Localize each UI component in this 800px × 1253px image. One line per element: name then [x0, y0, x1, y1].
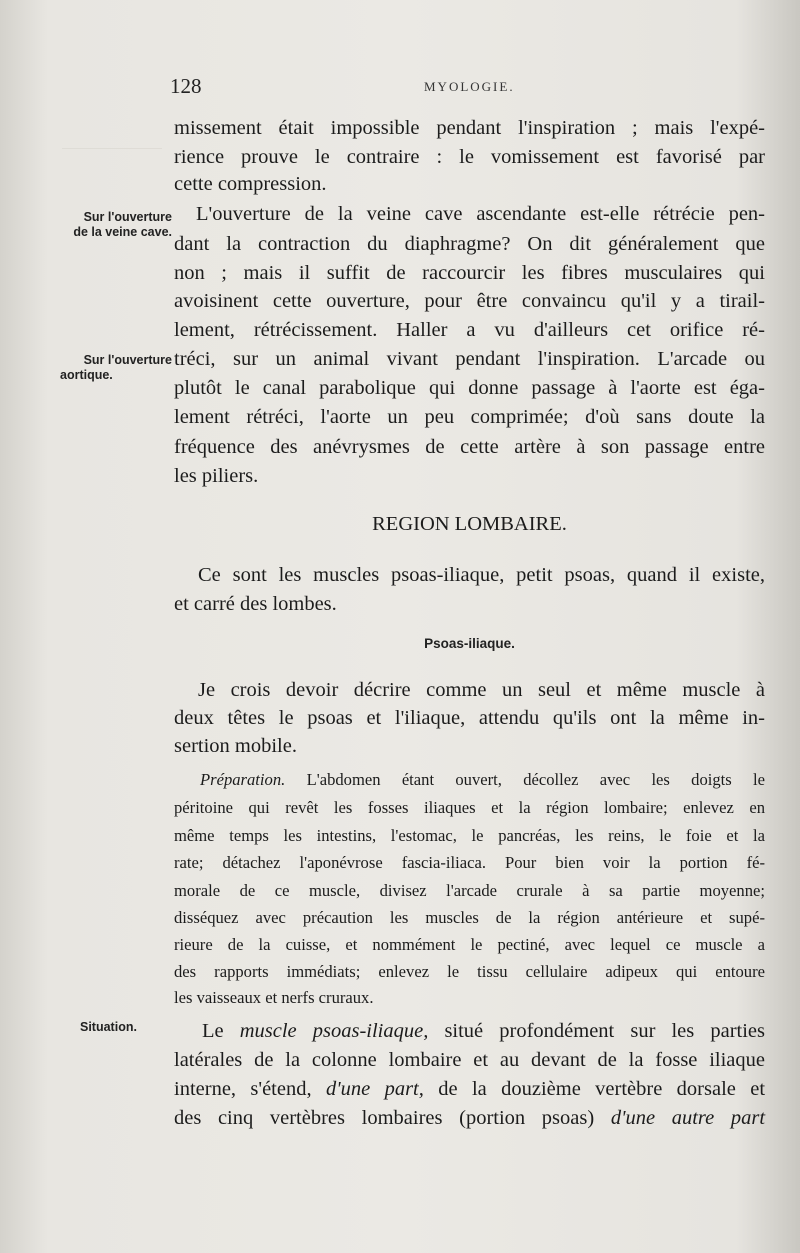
- italic-term: d'une part,: [325, 1078, 424, 1100]
- section-heading: REGION LOMBAIRE.: [372, 513, 567, 535]
- text-line: et carré des lombes.: [174, 593, 337, 615]
- margin-note-aortique: [54, 353, 172, 383]
- italic-term: muscle psoas-iliaque,: [239, 1020, 429, 1042]
- text-line: les vaisseaux et nerfs cruraux.: [174, 988, 374, 1007]
- preparation-text: L'abdomen étant ouvert, décollez avec les doigts le: [306, 770, 765, 789]
- subheading: Psoas-iliaque.: [424, 636, 515, 651]
- margin-note-situation: [80, 1020, 198, 1035]
- margin-note-line: Sur l'ouverture: [83, 210, 172, 224]
- text-span: situé profondément sur les parties: [444, 1020, 765, 1042]
- text-line: rieure de la cuisse, et nommément le pectiné, avec lequel ce muscle a: [174, 935, 765, 954]
- text-line: dant la contraction du diaphragme? On dit généralement que: [174, 233, 765, 255]
- situation-line-4: [174, 1107, 765, 1130]
- text-span: Le: [202, 1020, 224, 1042]
- margin-note-line: Sur l'ouverture: [83, 353, 172, 367]
- margin-note-line: Situation.: [80, 1020, 137, 1034]
- text-line: des rapports immédiats; enlevez le tissu cellulaire adipeux qui entoure: [174, 962, 765, 981]
- preparation-first-line: [200, 770, 765, 790]
- text-line: même temps les intestins, l'estomac, le pancréas, les reins, le foie et la: [174, 826, 765, 845]
- text-line: deux têtes le psoas et l'iliaque, attendu qu'ils ont la même in-: [174, 707, 765, 729]
- italic-term: d'une autre part: [610, 1107, 766, 1129]
- text-line: disséquez avec précaution les muscles de la région antérieure et supé-: [174, 908, 765, 927]
- preparation-label: Préparation.: [200, 770, 286, 789]
- text-line: avoisinent cette ouverture, pour être convaincu qu'il y a tirail-: [174, 290, 765, 312]
- text-line: péritoine qui revêt les fosses iliaques et la région lombaire; enlevez en: [174, 798, 765, 817]
- text-line: rience prouve le contraire : le vomissement est favorisé par: [174, 146, 765, 168]
- situation-line-3: [174, 1078, 765, 1101]
- text-line: sertion mobile.: [174, 735, 297, 757]
- page-number: 128: [170, 74, 202, 98]
- text-line: cette compression.: [174, 173, 327, 195]
- text-span: interne, s'étend,: [174, 1078, 312, 1100]
- text-line: Ce sont les muscles psoas-iliaque, petit psoas, quand il existe,: [198, 564, 765, 586]
- text-line: non ; mais il suffit de raccourcir les fibres musculaires qui: [174, 262, 765, 284]
- situation-line-1: [202, 1020, 765, 1043]
- text-line: plutôt le canal parabolique qui donne passage à l'aorte est éga-: [174, 377, 765, 399]
- text-line: L'ouverture de la veine cave ascendante est-elle rétrécie pen-: [196, 203, 765, 225]
- text-line: tréci, sur un animal vivant pendant l'inspiration. L'arcade ou: [174, 348, 765, 370]
- text-line: missement était impossible pendant l'inspiration ; mais l'expé-: [174, 117, 765, 139]
- bleed-through-marks: [62, 148, 162, 199]
- text-line: Je crois devoir décrire comme un seul et même muscle à: [198, 679, 765, 701]
- text-line: rate; détachez l'aponévrose fascia-iliaca. Pour bien voir la portion fé-: [174, 853, 765, 872]
- text-line: lement, rétrécissement. Haller a vu d'ailleurs cet orifice ré-: [174, 319, 765, 341]
- text-line: latérales de la colonne lombaire et au devant de la fosse iliaque: [174, 1049, 765, 1071]
- text-line: fréquence des anévrysmes de cette artère à son passage entre: [174, 436, 765, 458]
- margin-note-line: de la veine cave.: [73, 225, 172, 239]
- margin-note-line: aortique.: [60, 368, 113, 382]
- margin-note-veine-cave: [54, 210, 172, 240]
- running-title: MYOLOGIE.: [424, 79, 515, 94]
- text-span: de la douzième vertèbre dorsale et: [438, 1078, 766, 1100]
- text-line: lement rétréci, l'aorte un peu comprimée; d'où sans doute la: [174, 406, 765, 428]
- running-head: [170, 74, 770, 104]
- text-span: des cinq vertèbres lombaires (portion psoas): [174, 1107, 595, 1129]
- text-line: les piliers.: [174, 465, 259, 487]
- text-line: morale de ce muscle, divisez l'arcade crurale à sa partie moyenne;: [174, 881, 765, 900]
